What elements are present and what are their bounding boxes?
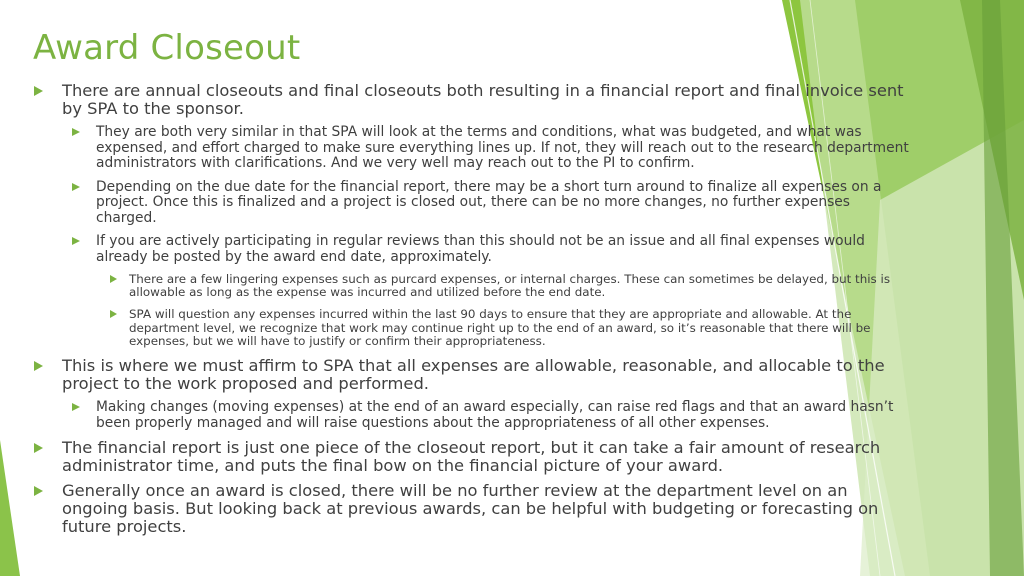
bullet-level1 — [30, 439, 910, 475]
bullet-text: SPA will question any expenses incurred within the last 90 days to ensure that they are appropriate and allowable. At the department level, we recognize that work may continue right up to the end of an award, so it’s reasonable that there will be expenses, but we will have to justify or confirm their appropriateness. — [129, 307, 871, 348]
bullet-arrow-icon — [34, 86, 43, 96]
bullet-text: The financial report is just one piece of the closeout report, but it can take a fair amount of research administrator time, and puts the final bow on the financial picture of your award. — [62, 438, 881, 476]
bullet-text: There are a few lingering expenses such as purcard expenses, or internal charges. These can sometimes be delayed, but this is allowable as long as the expense was incurred and utilized before the end date. — [129, 272, 891, 300]
bullet-arrow-icon — [72, 237, 80, 245]
bullet-level2 — [30, 234, 910, 265]
bullet-text: Depending on the due date for the financial report, there may be a short turn around to finalize all expenses on a project. Once this is finalized and a project is closed out, there can be no more changes, no further expenses charged. — [96, 178, 882, 226]
bullet-level2 — [30, 125, 910, 172]
bullet-level3 — [30, 273, 910, 299]
bullet-text: This is where we must affirm to SPA that all expenses are allowable, reasonable, and allocable to the project to the work proposed and performed. — [62, 356, 885, 394]
bullet-arrow-icon — [34, 361, 43, 371]
bullet-arrow-icon — [110, 275, 117, 283]
bullet-level3 — [30, 308, 910, 348]
bullet-level1 — [30, 482, 910, 536]
bullet-text: They are both very similar in that SPA will look at the terms and conditions, what was budgeted, and what was expensed, and effort charged to make sure everything lines up. If not, they will reach out to the research department administrators with clarifications. And we very well may reach out to the PI to confirm. — [96, 124, 909, 171]
bullet-arrow-icon — [72, 128, 80, 136]
bullet-arrow-icon — [34, 486, 43, 496]
bullet-level2 — [30, 180, 910, 227]
bullet-text: Generally once an award is closed, there will be no further review at the department level on an ongoing basis. But looking back at previous awards, can be helpful with budgeting or forecasting on future projects. — [62, 481, 879, 537]
bullet-text: Making changes (moving expenses) at the end of an award especially, can raise red flags and that an award hasn’t been properly managed and will raise questions about the appropriateness of all other expenses. — [96, 399, 894, 431]
bullet-arrow-icon — [110, 310, 117, 318]
bullet-level1 — [30, 82, 910, 118]
slide-content — [30, 82, 910, 543]
bullet-arrow-icon — [72, 183, 80, 191]
bullet-text: If you are actively participating in regular reviews than this should not be an issue and all final expenses would already be posted by the award end date, approximately. — [96, 233, 865, 265]
bullet-level1 — [30, 357, 910, 393]
bullet-arrow-icon — [72, 403, 80, 411]
bullet-text: There are annual closeouts and final closeouts both resulting in a financial report and final invoice sent by SPA to the sponsor. — [62, 81, 904, 118]
slide-title: Award Closeout — [33, 28, 301, 68]
bullet-level2 — [30, 400, 910, 431]
bullet-arrow-icon — [34, 443, 43, 453]
